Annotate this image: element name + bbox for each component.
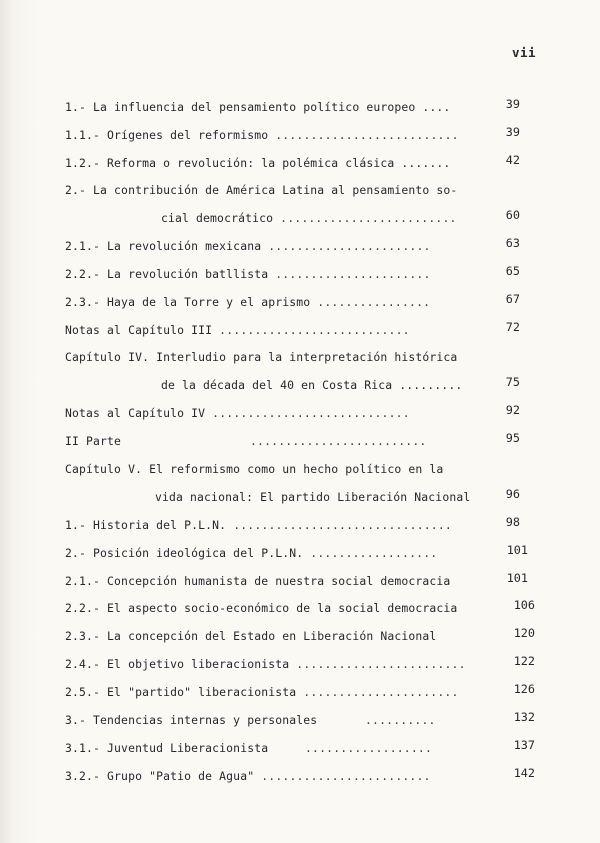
- toc-page-number: 75: [505, 375, 520, 389]
- toc-page-number: 132: [513, 710, 535, 724]
- toc-leader: ........................: [261, 769, 431, 783]
- toc-entry-text: vida nacional: El partido Liberación Nacional: [155, 490, 471, 504]
- toc-entry-text: Notas al Capítulo III: [65, 323, 220, 337]
- toc-entry-text: 1.2.- Reforma o revolución: la polémica clásica .......: [65, 156, 451, 170]
- toc-page-number: 122: [513, 654, 535, 668]
- toc-entry: [65, 769, 431, 783]
- toc-entry-text: 2.2.- El aspecto socio-económico de la social democracia: [65, 601, 458, 615]
- toc-page-number: 120: [513, 626, 535, 640]
- toc-leader: ............................: [212, 406, 410, 420]
- toc-entry: [65, 156, 450, 170]
- toc-entry-text: 2.3.- Haya de la Torre y el aprismo: [65, 295, 318, 309]
- toc-page-number: 39: [505, 125, 520, 139]
- toc-entry-text: 2.- Posición ideológica del P.L.N.: [65, 546, 311, 560]
- toc-entry: [65, 657, 466, 671]
- toc-entry-text: 3.- Tendencias internas y personales: [65, 713, 318, 727]
- toc-page-number: 92: [505, 403, 520, 417]
- toc-entry: [65, 406, 410, 420]
- toc-entry-text: de la década del 40 en Costa Rica .........: [161, 378, 463, 392]
- toc-entry-text: 1.1.- Orígenes del reformismo: [65, 128, 276, 142]
- toc-entry-text: 2.1.- La revolución mexicana: [65, 239, 269, 253]
- toc-entry-text: 2.3.- La concepción del Estado en Liberación Nacional: [65, 629, 437, 643]
- toc-entry-text: Notas al Capítulo IV: [65, 406, 213, 420]
- toc-leader: ......................: [275, 267, 431, 281]
- toc-leader: ................: [317, 295, 431, 309]
- toc-page-number: 65: [505, 264, 520, 278]
- toc-page-number: 98: [505, 515, 520, 529]
- toc-entry: [65, 267, 431, 281]
- toc-page-number: 95: [505, 431, 520, 445]
- toc-entry: [65, 741, 432, 755]
- toc-entry: [65, 574, 450, 588]
- toc-page-number: 106: [513, 598, 535, 612]
- toc-entry-text: II Parte: [65, 434, 122, 448]
- toc-entry: [65, 350, 457, 364]
- toc-leader: ........................: [296, 657, 466, 671]
- toc-page-number: 101: [506, 543, 528, 557]
- toc-entry-text: 1.- Historia del P.L.N.: [65, 518, 234, 532]
- toc-entry: [65, 295, 430, 309]
- toc-entry: [65, 546, 437, 560]
- toc-leader: ......................: [303, 685, 459, 699]
- toc-entry: [65, 323, 410, 337]
- page-number: vii: [512, 45, 537, 60]
- toc-entry-continuation: [161, 378, 462, 392]
- toc-entry: [65, 629, 436, 643]
- toc-entry: [65, 100, 450, 114]
- toc-entry: [65, 434, 426, 448]
- toc-leader: ...............................: [233, 518, 452, 532]
- toc-entry: [65, 518, 452, 532]
- toc-page-number: 60: [505, 208, 520, 222]
- toc-entry: [65, 239, 431, 253]
- toc-entry-text: Capítulo V. El reformismo como un hecho político en la: [65, 462, 444, 476]
- toc-entry: [65, 713, 436, 727]
- toc-leader: ..........................: [275, 128, 459, 142]
- toc-page-number: 96: [505, 487, 520, 501]
- toc-page-number: 72: [505, 320, 520, 334]
- toc-entry-text: 2.5.- El "partido" liberacionista: [65, 685, 304, 699]
- toc-page-number: 137: [513, 738, 535, 752]
- toc-entry-text: 3.2.- Grupo "Patio de Agua": [65, 769, 262, 783]
- toc-page-number: 63: [505, 236, 520, 250]
- toc-entry-text: 2.- La contribución de América Latina al pensamiento so-: [65, 183, 458, 197]
- toc-entry-continuation: [155, 490, 470, 504]
- toc-leader: ..........: [365, 713, 436, 727]
- toc-entry-text: 3.1.- Juventud Liberacionista: [65, 741, 269, 755]
- toc-entry-text: 2.1.- Concepción humanista de nuestra social democracia: [65, 574, 451, 588]
- toc-leader: .......................: [268, 239, 431, 253]
- toc-entry-text: 1.- La influencia del pensamiento político europeo ....: [65, 100, 451, 114]
- toc-leader: .........................: [250, 434, 427, 448]
- toc-leader: ...........................: [219, 323, 410, 337]
- toc-entry: [65, 128, 459, 142]
- toc-page-number: 42: [505, 153, 520, 167]
- toc-leader: .........................: [280, 211, 457, 225]
- toc-page-number: 101: [506, 571, 528, 585]
- toc-entry: [65, 685, 459, 699]
- toc-leader: ..................: [310, 546, 438, 560]
- toc-page-number: 67: [505, 292, 520, 306]
- toc-entry-text: 2.2.- La revolución batllista: [65, 267, 276, 281]
- toc-entry-continuation: [161, 211, 457, 225]
- toc-entry-text: cial democrático: [161, 211, 281, 225]
- toc-page-number: 126: [513, 682, 535, 696]
- toc-page-number: 142: [513, 766, 535, 780]
- toc-leader: ..................: [305, 741, 433, 755]
- toc-entry: [65, 462, 443, 476]
- toc-entry: [65, 601, 457, 615]
- toc-entry-text: Capítulo IV. Interludio para la interpretación histórica: [65, 350, 458, 364]
- toc-page-number: 39: [505, 97, 520, 111]
- toc-entry-text: 2.4.- El objetivo liberacionista: [65, 657, 297, 671]
- toc-entry: [65, 183, 457, 197]
